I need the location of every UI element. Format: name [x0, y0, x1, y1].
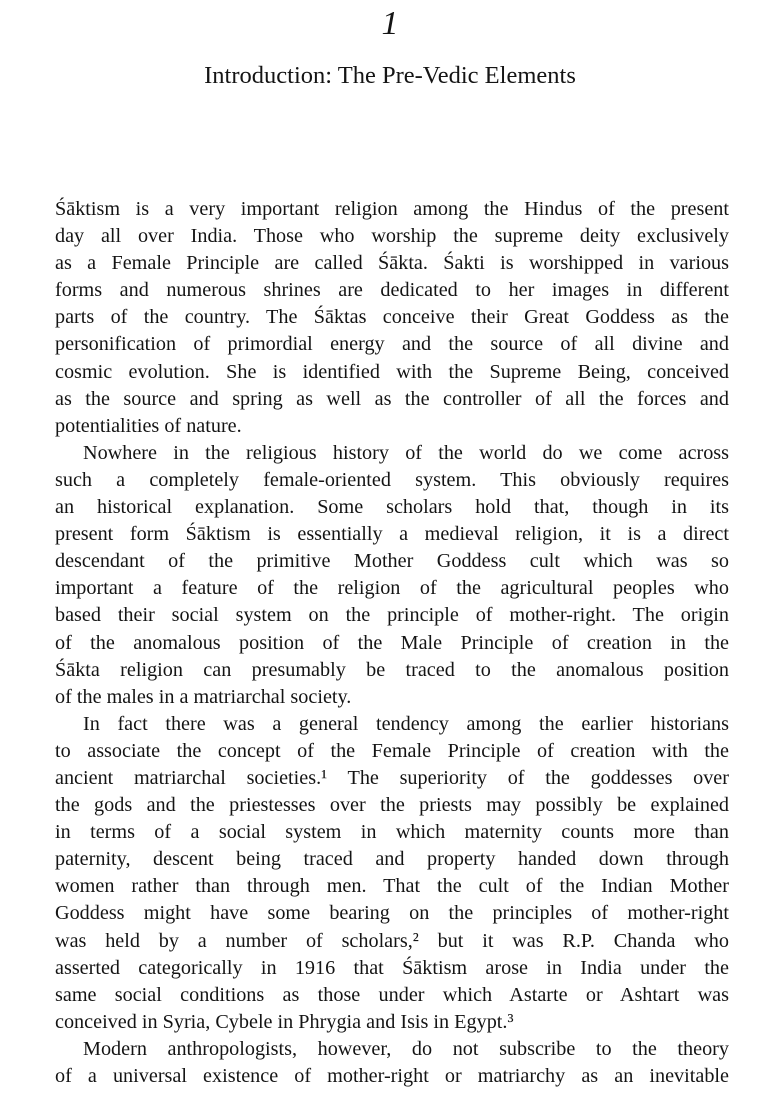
text-line: Modern anthropologists, however, do not subscribe to the theory — [83, 1037, 729, 1060]
text-line: potentialities of nature. — [55, 414, 242, 437]
body-text — [55, 196, 729, 1090]
text-line: present form Śāktism is essentially a medieval religion, it is a direct — [55, 523, 729, 546]
text-line: in terms of a social system in which maternity counts more than — [55, 821, 729, 844]
text-line: an historical explanation. Some scholars hold that, though in its — [55, 496, 729, 519]
text-line: of the anomalous position of the Male Principle of creation in the — [55, 631, 729, 654]
text-line: ancient matriarchal societies.¹ The superiority of the goddesses over — [55, 766, 729, 789]
text-line: such a completely female-oriented system. This obviously requires — [55, 468, 729, 491]
text-line: important a feature of the religion of the agricultural peoples who — [55, 577, 729, 600]
text-line: the gods and the priestesses over the priests may possibly be explained — [55, 794, 729, 817]
text-line: In fact there was a general tendency among the earlier historians — [83, 712, 729, 735]
text-line: paternity, descent being traced and property handed down through — [55, 848, 729, 871]
paragraph-2 — [55, 440, 729, 711]
text-line: personification of primordial energy and the source of all divine and — [55, 333, 729, 356]
text-line: day all over India. Those who worship the supreme deity exclusively — [55, 225, 729, 248]
text-line: parts of the country. The Śāktas conceive their Great Goddess as the — [55, 306, 729, 329]
text-line: based their social system on the principle of mother-right. The origin — [55, 604, 729, 627]
text-line: Śākta religion can presumably be traced to the anomalous position — [55, 658, 729, 681]
text-line: as the source and spring as well as the controller of all the forces and — [55, 387, 729, 410]
text-line: cosmic evolution. She is identified with the Supreme Being, conceived — [55, 360, 729, 383]
chapter-number: 1 — [381, 5, 399, 42]
text-line: descendant of the primitive Mother Goddess cult which was so — [55, 550, 729, 573]
text-line: asserted categorically in 1916 that Śāktism arose in India under the — [55, 956, 729, 979]
text-line: Nowhere in the religious history of the world do we come across — [83, 441, 729, 464]
paragraph-3 — [55, 711, 729, 1036]
chapter-title: Introduction: The Pre-Vedic Elements — [204, 62, 576, 89]
text-line: of the males in a matriarchal society. — [55, 685, 352, 708]
text-line: conceived in Syria, Cybele in Phrygia and Isis in Egypt.³ — [55, 1010, 514, 1033]
text-line: forms and numerous shrines are dedicated to her images in different — [55, 279, 729, 302]
paragraph-4 — [55, 1036, 729, 1090]
text-line: of a universal existence of mother-right or matriarchy as an inevitable — [55, 1065, 729, 1087]
text-line: as a Female Principle are called Śākta. Śakti is worshipped in various — [55, 252, 729, 275]
text-line: to associate the concept of the Female Principle of creation with the — [55, 739, 729, 762]
paragraph-1 — [55, 196, 729, 440]
text-line: Goddess might have some bearing on the principles of mother-right — [55, 902, 729, 925]
text-line: was held by a number of scholars,² but it was R.P. Chanda who — [55, 929, 729, 952]
text-line: women rather than through men. That the cult of the Indian Mother — [55, 875, 729, 898]
text-line: Śāktism is a very important religion among the Hindus of the present — [55, 198, 729, 220]
text-line: same social conditions as those under which Astarte or Ashtart was — [55, 983, 729, 1006]
